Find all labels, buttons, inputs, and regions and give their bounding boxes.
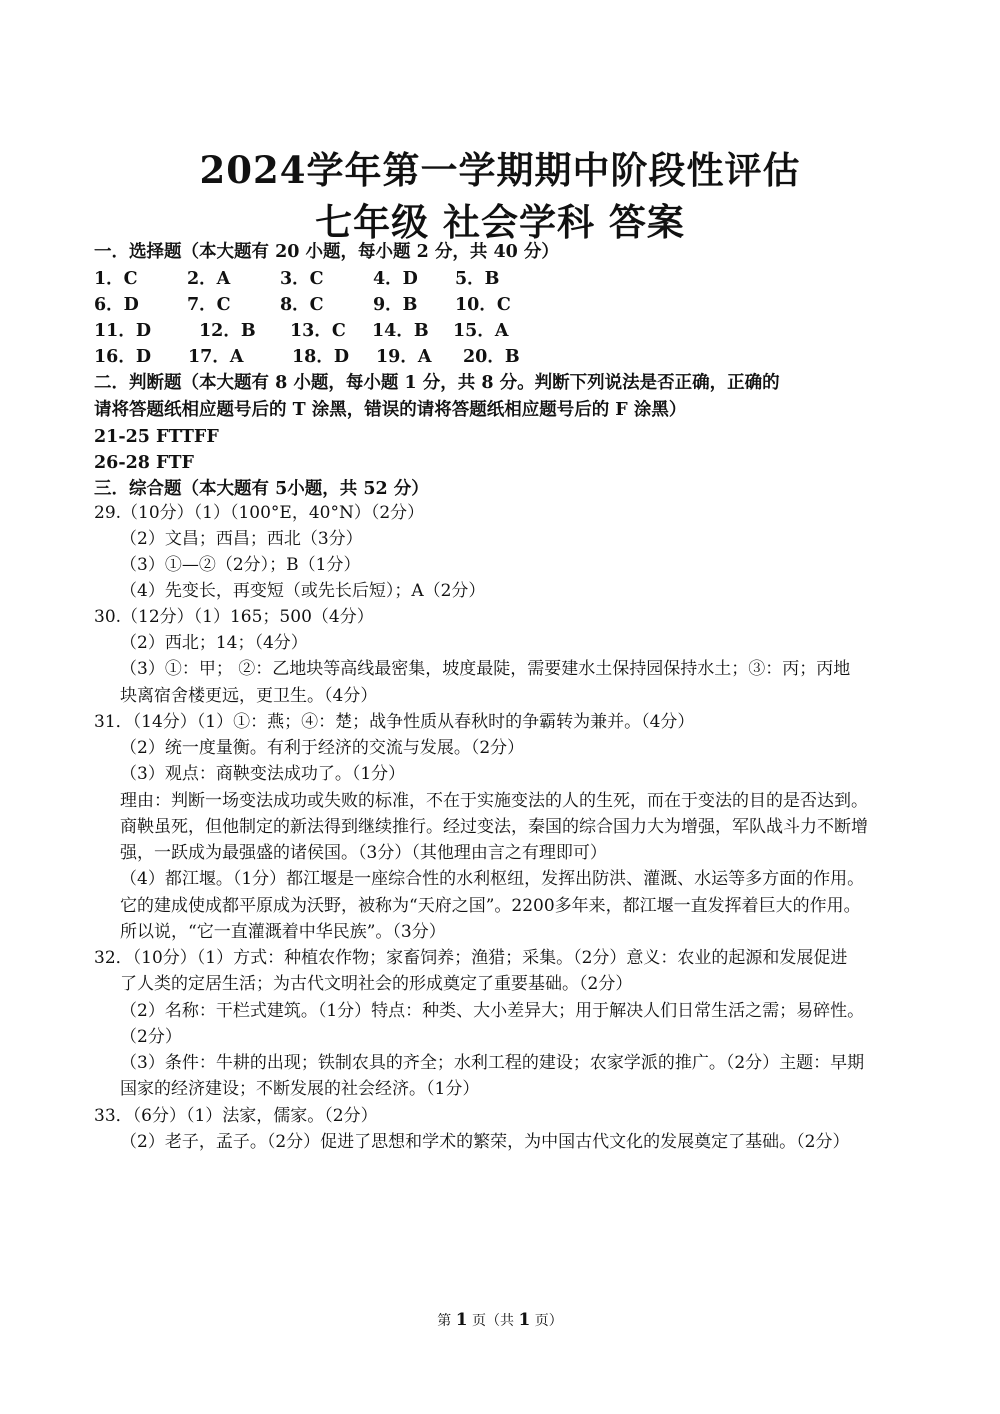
answer-line: （4）都江堰。（1分）都江堰是一座综合性的水利枢纽，发挥出防洪、灌溉、水运等多方面的作用。 xyxy=(120,869,865,889)
footer-prefix: 第 xyxy=(437,1313,452,1329)
answer-line: （4）先变长，再变短（或先长后短）；A（2分） xyxy=(120,581,486,601)
mc-answer: 6．D xyxy=(94,295,139,315)
mc-answer: 4．D xyxy=(373,269,418,289)
mc-row-3 xyxy=(94,319,508,343)
answer-line: 31．（14分）（1）①：燕；④：楚；战争性质从春秋时的争霸转为兼并。（4分） xyxy=(94,712,695,732)
answer-line: 理由：判断一场变法成功或失败的标准，不在于实施变法的人的生死，而在于变法的目的是否达到。 xyxy=(120,791,868,811)
answer-line: 块离宿舍楼更远，更卫生。（4分） xyxy=(120,686,378,706)
section2-heading: 二．判断题（本大题有 8 小题，每小题 1 分，共 8 分。判断下列说法是否正确，正确的 xyxy=(94,373,780,393)
section2-heading: 请将答题纸相应题号后的 T 涂黑，错误的请将答题纸相应题号后的 F 涂黑） xyxy=(94,400,687,420)
page-number: 1 xyxy=(455,1310,468,1330)
answer-line: （3）①—②（2分）；B（1分） xyxy=(120,555,361,575)
answer-line: （3）条件：牛耕的出现；铁制农具的齐全；水利工程的建设；农家学派的推广。（2分）主题：早期 xyxy=(120,1053,865,1073)
mc-row-1 xyxy=(94,267,499,291)
answer-line: （3）观点：商鞅变法成功了。（1分） xyxy=(120,764,406,784)
answer-line: 商鞅虽死，但他制定的新法得到继续推行。经过变法，秦国的综合国力大为增强，军队战斗力不断增 xyxy=(120,817,868,837)
answer-line: 所以说，“它一直灌溉着中华民族”。（3分） xyxy=(120,922,446,942)
mc-answer: 11．D xyxy=(94,321,152,341)
mc-answer: 17．A xyxy=(188,347,244,367)
page-footer xyxy=(0,1310,1000,1330)
answer-line: （2）名称：干栏式建筑。（1分）特点：种类、大小差异大；用于解决人们日常生活之需；易碎性。 xyxy=(120,1001,865,1021)
answer-line: 29.（10分）（1）（100°E，40°N）（2分） xyxy=(94,503,425,523)
answer-line: （2）统一度量衡。有利于经济的交流与发展。（2分） xyxy=(120,738,525,758)
answer-line: 它的建成使成都平原成为沃野，被称为“天府之国”。2200多年来，都江堰一直发挥着巨大的作用。 xyxy=(120,896,861,916)
footer-suffix: 页） xyxy=(534,1313,563,1329)
tf-answers: 21-25 FTTFF xyxy=(94,427,219,447)
answer-line: （2）老子，孟子。（2分）促进了思想和学术的繁荣，为中国古代文化的发展奠定了基础。（2分） xyxy=(120,1132,850,1152)
mc-answer: 3．C xyxy=(280,269,324,289)
document-subtitle: 七年级 社会学科 答案 xyxy=(315,200,685,244)
mc-answer: 18．D xyxy=(292,347,350,367)
document-title: 2024学年第一学期期中阶段性评估 xyxy=(199,148,801,192)
answer-line: 32．（10分）（1）方式：种植农作物；家畜饲养；渔猎；采集。（2分）意义：农业的起源和发展促进 xyxy=(94,948,848,968)
mc-answer: 20．B xyxy=(463,347,520,367)
mc-answer: 1．C xyxy=(94,269,138,289)
mc-answer: 7．C xyxy=(187,295,231,315)
mc-answer: 15．A xyxy=(453,321,509,341)
tf-answers: 26-28 FTF xyxy=(94,453,194,473)
answer-line: 30.（12分）（1）165；500（4分） xyxy=(94,607,374,627)
mc-answer: 19．A xyxy=(376,347,432,367)
page-total: 1 xyxy=(518,1310,531,1330)
mc-answer: 12．B xyxy=(199,321,256,341)
mc-row-4 xyxy=(94,345,520,369)
footer-middle: 页（共 xyxy=(472,1313,514,1329)
section3-heading: 三．综合题（本大题有 5小题，共 52 分） xyxy=(94,479,429,499)
answer-line: （2）西北；14；（4分） xyxy=(120,633,308,653)
mc-answer: 10．C xyxy=(455,295,511,315)
answer-line: 了人类的定居生活；为古代文明社会的形成奠定了重要基础。（2分） xyxy=(120,974,633,994)
mc-answer: 13．C xyxy=(290,321,346,341)
mc-answer: 8．C xyxy=(280,295,324,315)
section1-heading: 一．选择题（本大题有 20 小题，每小题 2 分，共 40 分） xyxy=(94,242,559,262)
answer-line: （2分） xyxy=(120,1027,182,1047)
answer-line: 33．（6分）（1）法家，儒家。（2分） xyxy=(94,1106,378,1126)
answer-line: （2）文昌；西昌；西北（3分） xyxy=(120,529,363,549)
answer-line: 强，一跃成为最强盛的诸侯国。（3分）（其他理由言之有理即可） xyxy=(120,843,607,863)
mc-answer: 14．B xyxy=(372,321,429,341)
mc-answer: 9．B xyxy=(373,295,418,315)
mc-answer: 5．B xyxy=(455,269,500,289)
answer-line: （3）①：甲； ②：乙地块等高线最密集，坡度最陡，需要建水土保持园保持水土；③：丙；丙地 xyxy=(120,659,851,679)
mc-answer: 16．D xyxy=(94,347,152,367)
answer-line: 国家的经济建设；不断发展的社会经济。（1分） xyxy=(120,1079,480,1099)
mc-answer: 2．A xyxy=(187,269,231,289)
mc-row-2 xyxy=(94,293,511,317)
